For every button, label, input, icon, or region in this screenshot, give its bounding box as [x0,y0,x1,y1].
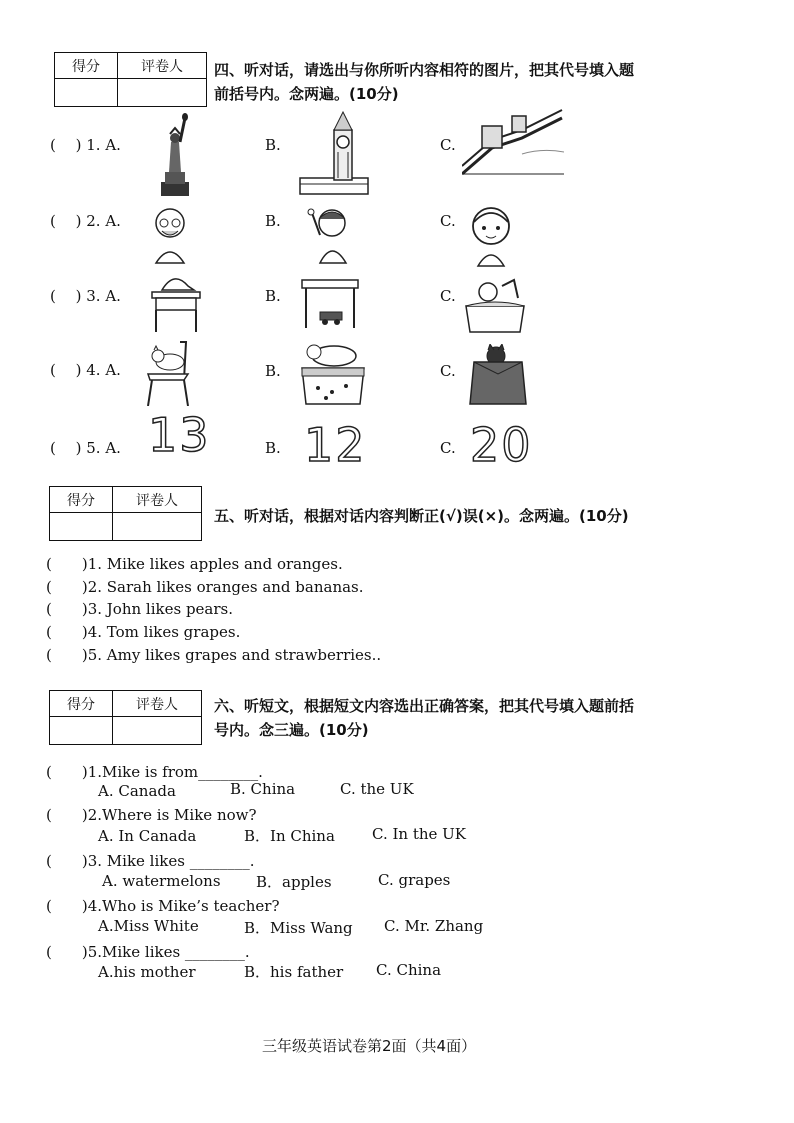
s4-q2-c-label: C. [440,212,456,230]
section5-heading: 五、听对话，根据对话内容判断正(√)误(×)。念两遍。(10分) [214,507,629,525]
s6-q1-c: C. the UK [340,780,414,798]
section6-heading-line1: 六、听短文，根据短文内容选出正确答案，把其代号填入题前括 [214,697,635,715]
answer-paren[interactable]: ( ) [50,287,82,305]
score-cell[interactable] [50,717,113,745]
s6-q4-c: C. Mr. Zhang [384,917,484,935]
s4-q1-c-label: C. [440,136,456,154]
section4-heading-line2: 前括号内。念两遍。(10分) [214,85,399,103]
cat-under-chair-image [140,340,202,406]
section4-heading-line1: 四、听对话，请选出与你所听内容相符的图片，把其代号填入题 [214,61,635,79]
s6-q4: ( )4.Who is Mike’s teacher? [46,897,280,915]
answer-paren[interactable]: ( ) [50,136,82,154]
s4-q5-c-label: C. [440,439,456,457]
s5-item-3: ( )3. John likes pears. [46,600,234,618]
score-box-section5 [49,486,202,541]
question-number: 5. A. [86,439,121,457]
page-footer: 三年级英语试卷第2面（共4面） [262,1037,477,1055]
section4-heading [214,58,634,106]
girl-waving-image [306,205,356,265]
big-ben-image [298,108,370,196]
answer-paren[interactable]: ( ) [50,439,82,457]
grader-label: 评卷人 [113,691,202,717]
s4-q3-b-label: B. [265,287,281,305]
s6-q3-c: C. grapes [378,871,451,889]
s6-q5-c: C. China [376,961,442,979]
score-label: 得分 [50,487,113,513]
section6-heading-line2: 号内。念三遍。(10分) [214,721,369,739]
s6-q1-b: B. China [230,780,296,798]
answer-paren[interactable]: ( ) [50,212,82,230]
question-number: 3. A. [86,287,121,305]
number-12-image: 12 [304,418,367,472]
question-number: 4. A. [86,361,121,379]
score-cell[interactable] [50,513,113,541]
cat-on-box-image [298,340,368,406]
s6-q3-a: A. watermelons [102,872,221,890]
s4-q3-c-label: C. [440,287,456,305]
number-13-image: 13 [148,408,211,462]
s4-q4-b-label: B. [265,362,281,380]
s6-q2-a: A. In Canada [98,827,197,845]
s6-q2: ( )2.Where is Mike now? [46,806,257,824]
s4-q1-b-label: B. [265,136,281,154]
score-box-section4 [54,52,207,107]
s4-q5-label [50,437,121,458]
grader-label: 评卷人 [118,53,207,79]
score-cell[interactable] [55,79,118,107]
grader-cell[interactable] [118,79,207,107]
grader-label: 评卷人 [113,487,202,513]
s4-q4-c-label: C. [440,362,456,380]
s6-q5-b: B．his father [244,963,344,981]
old-man-image [148,205,192,265]
s6-q2-c: C. In the UK [372,825,467,843]
s6-q3: ( )3. Mike likes ________. [46,852,255,870]
cap-on-desk-image [150,266,202,332]
grader-cell[interactable] [113,717,202,745]
cat-in-bag-image [468,344,528,406]
s5-item-4: ( )4. Tom likes grapes. [46,623,241,641]
s6-q5-a: A.his mother [98,963,196,981]
score-label: 得分 [55,53,118,79]
s6-q1: ( )1.Mike is from________. [46,763,263,781]
s5-item-5: ( )5. Amy likes grapes and strawberries.. [46,646,382,664]
question-number: 2. A. [86,212,121,230]
score-label: 得分 [50,691,113,717]
s5-item-2: ( )2. Sarah likes oranges and bananas. [46,578,364,596]
s4-q5-b-label: B. [265,439,281,457]
s6-q2-b: B．In China [244,827,335,845]
number-20-image: 20 [470,418,533,472]
section6-heading [214,694,634,742]
s6-q3-b: B．apples [256,873,332,891]
grader-cell[interactable] [113,513,202,541]
s6-q1-a: A. Canada [98,782,176,800]
s4-q2-label [50,210,121,231]
car-under-desk-image [300,278,360,328]
s4-q2-b-label: B. [265,212,281,230]
s4-q4-label [50,359,121,380]
statue-of-liberty-image [155,112,195,198]
question-number: 1. A. [86,136,121,154]
toy-in-box-image [462,278,528,334]
score-box-section6 [49,690,202,745]
boy-image [466,204,516,268]
great-wall-image [462,108,564,176]
s5-item-1: ( )1. Mike likes apples and oranges. [46,555,343,573]
s6-q5: ( )5.Mike likes ________. [46,943,250,961]
answer-paren[interactable]: ( ) [50,361,82,379]
s4-q3-label [50,285,121,306]
s6-q4-b: B．Miss Wang [244,919,353,937]
s4-q1-label [50,134,121,155]
s6-q4-a: A.Miss White [98,917,199,935]
